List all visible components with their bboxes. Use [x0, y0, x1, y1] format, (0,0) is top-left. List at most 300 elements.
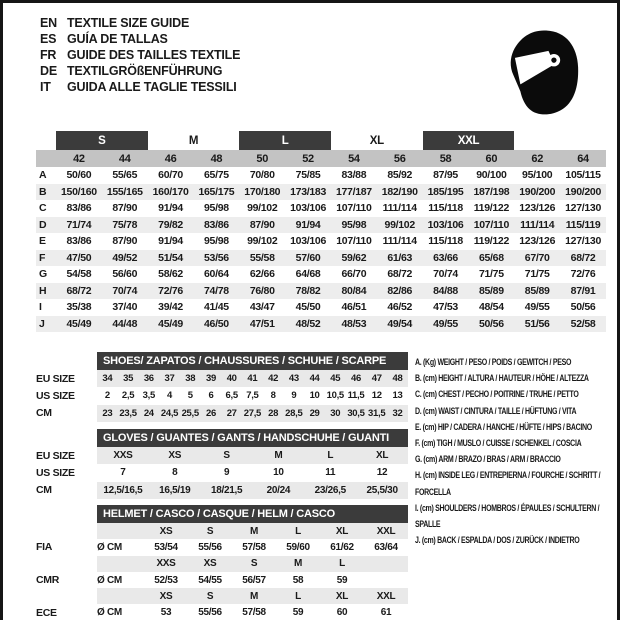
size-number-cell: 52: [285, 150, 331, 167]
measurement-value: 99/102: [247, 235, 278, 248]
shoes-size-value: 7,5: [246, 390, 259, 402]
measurement-value: 91/94: [295, 218, 321, 231]
measurement-value: 60/64: [204, 268, 229, 281]
helmet-size-label: M: [232, 523, 276, 539]
helmet-sizes-row: [36, 588, 408, 604]
row-letter: B: [39, 185, 47, 198]
size-group-cell: [514, 131, 560, 150]
measurement-value: 50/56: [570, 301, 596, 314]
helmet-size-label: [364, 556, 408, 572]
size-number-cell: 42: [56, 150, 102, 167]
measurement-value: 85/89: [524, 284, 550, 297]
helmet-size-label: XL: [320, 588, 364, 604]
measurement-value: 72/76: [158, 284, 183, 297]
size-number-cell: 46: [148, 150, 194, 167]
legend-item: D. (cm) WAIST / CINTURA / TAILLE / HÜFTUNG / VITA: [415, 405, 577, 416]
helmet-unit-label: Ø CM: [97, 541, 122, 553]
gloves-row-label: EU SIZE: [36, 449, 75, 462]
size-group-cell: L: [239, 131, 331, 150]
gloves-row-label: US SIZE: [36, 466, 75, 479]
shoes-row-label: US SIZE: [36, 389, 75, 402]
measurement-value: 49/52: [112, 251, 138, 264]
shoes-size-value: 42: [263, 370, 284, 387]
helmet-size-value: [364, 572, 408, 588]
measurement-value: 190/200: [565, 185, 601, 198]
measurement-value: 115/119: [565, 218, 601, 231]
helmet-size-table: [36, 505, 408, 620]
shoes-size-value: 5: [187, 390, 193, 402]
language-row: [40, 31, 240, 47]
measurement-value: 46/50: [204, 317, 229, 330]
measurement-value: 83/86: [66, 235, 92, 248]
helmet-title-bar: HELMET / CASCO / CASQUE / HELM / CASCO: [97, 505, 408, 523]
helmet-size-value: 59/60: [286, 541, 310, 553]
helmet-size-value: 61: [380, 607, 392, 619]
gloves-size-value: 18/21,5: [201, 482, 253, 499]
language-title: TEXTILE SIZE GUIDE: [67, 16, 190, 30]
shoes-size-value: 23,5: [118, 405, 139, 422]
shoes-size-value: 41: [242, 370, 263, 387]
shoes-size-value: 4: [167, 390, 172, 402]
helmet-size-label: S: [232, 556, 276, 572]
measurement-value: 45/50: [295, 301, 321, 314]
shoes-size-value: 25,5: [180, 405, 201, 422]
measurement-value: 51/54: [158, 251, 183, 264]
measurement-value: 95/98: [341, 218, 367, 231]
shoes-header-row: [36, 352, 408, 370]
shoes-size-value: 24,5: [159, 405, 180, 422]
measurement-value: 50/60: [66, 169, 92, 182]
measurement-value: 107/110: [473, 218, 509, 231]
measurement-value: 65/75: [204, 169, 229, 182]
row-letter: H: [39, 284, 47, 297]
language-code: FR: [40, 48, 57, 62]
spacer-cell: [97, 556, 144, 572]
shoes-size-value: 45: [325, 370, 346, 387]
measurement-value: 90/100: [476, 169, 507, 182]
measurement-value: 127/130: [565, 202, 601, 215]
shoes-size-value: 27,5: [242, 405, 263, 422]
gloves-row: [36, 447, 408, 464]
measurement-value: 44/48: [112, 317, 138, 330]
legend-item: A. (Kg) WEIGHT / PESO / POIDS / GEWITCH / PESO: [415, 357, 572, 367]
helmet-unit-label: Ø CM: [97, 574, 122, 586]
size-number-cell: 50: [239, 150, 285, 167]
helmet-size-value: 60: [336, 607, 348, 619]
shoes-size-value: 9: [291, 390, 297, 402]
shoes-size-value: 2: [104, 390, 110, 402]
measurement-value: 83/88: [341, 169, 367, 182]
measurement-row: [36, 167, 606, 184]
measurement-value: 52/58: [570, 317, 596, 330]
shoes-size-value: 3,5: [142, 390, 155, 402]
language-code: IT: [40, 80, 51, 94]
measurement-row: [36, 250, 606, 267]
measurement-value: 107/110: [336, 202, 372, 215]
measurement-value: 84/88: [433, 284, 458, 297]
measurement-value: 82/86: [387, 284, 413, 297]
helmet-unit-label: Ø CM: [97, 607, 122, 619]
row-letter: G: [39, 268, 47, 281]
legend-item: H. (cm) INSIDE LEG / ENTREPIERNA / FOURCHE / SCHRITT / FORCELLA: [415, 470, 601, 497]
shoes-size-value: 39: [201, 370, 222, 387]
language-code: ES: [40, 32, 57, 46]
shoes-size-value: 31,5: [366, 405, 387, 422]
measurement-value: 95/98: [204, 235, 229, 248]
measurement-value: 71/75: [478, 268, 504, 281]
shoes-size-value: 46: [346, 370, 367, 387]
measurement-value: 91/94: [158, 202, 183, 215]
gloves-size-table: [36, 429, 408, 499]
gloves-size-value: 23/26,5: [304, 482, 356, 499]
gloves-size-value: M: [252, 447, 304, 464]
measurement-value: 50/56: [478, 317, 504, 330]
measurement-value: 70/74: [433, 268, 458, 281]
measurement-value: 45/49: [66, 317, 92, 330]
measurement-value: 182/190: [381, 185, 418, 198]
size-number-cell: 58: [423, 150, 469, 167]
shoes-size-value: 10,5: [326, 390, 344, 402]
gloves-size-value: 10: [273, 467, 284, 479]
helmet-size-label: XXL: [364, 523, 408, 539]
measurement-rows: [36, 167, 606, 332]
measurement-value: 68/72: [66, 284, 92, 297]
helmet-size-value: 57/58: [242, 607, 266, 619]
shoes-size-value: 43: [283, 370, 304, 387]
shoes-size-value: 47: [366, 370, 387, 387]
measurement-value: 85/89: [478, 284, 504, 297]
measurement-value: 57/60: [295, 251, 321, 264]
measurement-value: 119/122: [473, 235, 509, 248]
measurement-value: 83/86: [66, 202, 92, 215]
helmet-size-value: 57/58: [242, 541, 266, 553]
measurement-value: 59/62: [341, 251, 367, 264]
shoes-size-value: 35: [118, 370, 139, 387]
language-row: [40, 63, 240, 79]
measurement-value: 95/98: [204, 202, 229, 215]
measurement-value: 190/200: [519, 185, 556, 198]
measurement-value: 78/82: [295, 284, 321, 297]
spacer-cell: [97, 588, 144, 604]
measurement-value: 68/72: [570, 251, 596, 264]
row-letter: D: [39, 218, 47, 231]
measurement-value: 46/51: [341, 301, 367, 314]
measurement-value: 76/80: [249, 284, 275, 297]
measurement-value: 58/62: [158, 268, 183, 281]
measurement-row: [36, 299, 606, 316]
measurement-value: 48/54: [478, 301, 504, 314]
language-row: [40, 79, 240, 95]
shoes-size-value: 6,5: [225, 390, 238, 402]
measurement-value: 43/47: [249, 301, 275, 314]
spacer-cell: [97, 523, 144, 539]
legend-item: J. (cm) BACK / ESPALDA / DOS / ZURÜCK / INDIETRO: [415, 535, 580, 546]
measurement-value: 115/118: [428, 202, 463, 215]
size-group-cell: M: [188, 134, 199, 147]
measurement-value: 185/195: [427, 185, 464, 198]
measurement-value: 111/114: [382, 235, 417, 248]
shoes-row: [36, 405, 408, 422]
legend-item: F. (cm) TIGH / MUSLO / CUISSE / SCHENKEL / COSCIA: [415, 438, 582, 449]
measurement-value: 177/187: [335, 185, 372, 198]
shoes-size-value: 38: [180, 370, 201, 387]
row-letter: I: [39, 301, 42, 314]
gloves-row-label: CM: [36, 484, 52, 497]
shoes-size-value: 40: [221, 370, 242, 387]
measurement-value: 49/55: [524, 301, 550, 314]
measurement-value: 47/53: [433, 301, 458, 314]
helmet-size-value: 59: [292, 607, 304, 619]
measurement-value: 79/82: [158, 218, 183, 231]
row-letter: A: [39, 169, 47, 182]
shoes-size-value: 28: [263, 405, 284, 422]
measurement-row: [36, 184, 606, 201]
language-row: [40, 47, 240, 63]
measurement-value: 48/53: [341, 317, 367, 330]
gloves-size-value: 20/24: [252, 482, 304, 499]
measurement-value: 99/102: [247, 202, 278, 215]
language-title-list: [40, 15, 240, 95]
measurement-value: 87/91: [570, 284, 596, 297]
helmet-header-row: [36, 505, 408, 523]
helmet-size-label: L: [276, 588, 320, 604]
measurement-value: 47/51: [249, 317, 275, 330]
measurement-value: 70/80: [249, 169, 275, 182]
measurement-value: 75/78: [112, 218, 138, 231]
shoes-size-value: 10: [309, 390, 320, 402]
shoes-size-value: 29: [304, 405, 325, 422]
measurement-value: 47/50: [66, 251, 92, 264]
measurement-row: [36, 316, 606, 333]
spacer-cell: [36, 352, 97, 370]
measurement-value: 165/175: [198, 185, 235, 198]
measurement-value: 170/180: [244, 185, 281, 198]
textile-size-table: [36, 131, 606, 332]
size-number-cell: 56: [377, 150, 423, 167]
size-number-cell: 64: [560, 150, 606, 167]
size-number-cell: 48: [193, 150, 239, 167]
shoes-row-label: EU SIZE: [36, 372, 75, 385]
measurement-value: 55/65: [112, 169, 138, 182]
measurement-value: 111/114: [382, 202, 417, 215]
helmet-size-value: 61/62: [330, 541, 354, 553]
shoes-size-value: 37: [159, 370, 180, 387]
helmet-size-value: 56/57: [242, 574, 266, 586]
helmet-icon-svg: [504, 28, 582, 122]
measurement-value: 74/78: [204, 284, 229, 297]
measurement-row: [36, 283, 606, 300]
language-row: [40, 15, 240, 31]
helmet-size-value: 55/56: [198, 541, 222, 553]
helmet-size-value: 58: [292, 574, 304, 586]
helmet-size-value: 53: [160, 607, 172, 619]
gloves-size-value: XXS: [97, 447, 149, 464]
measurement-value: 111/114: [520, 218, 555, 231]
gloves-size-value: 25,5/30: [356, 482, 408, 499]
measurement-value: 61/63: [387, 251, 413, 264]
size-number-cell: 44: [102, 150, 148, 167]
spacer-cell: [36, 429, 97, 447]
row-letter: C: [39, 202, 47, 215]
measurement-value: 103/106: [290, 235, 326, 248]
legend-item: E. (cm) HIP / CADERA / HANCHE / HÜFTE / HIPS / BACINO: [415, 421, 592, 432]
helmet-size-label: S: [188, 588, 232, 604]
measurement-value: 56/60: [112, 268, 138, 281]
shoes-size-value: 30,5: [346, 405, 367, 422]
measurement-value: 115/118: [428, 235, 463, 248]
language-title: GUIDA ALLE TAGLIE TESSILI: [67, 80, 237, 94]
helmet-size-value: 54/55: [198, 574, 222, 586]
measurement-value: 55/58: [249, 251, 275, 264]
measurement-value: 71/74: [66, 218, 92, 231]
gloves-row: [36, 464, 408, 481]
helmet-size-value: 63/64: [374, 541, 398, 553]
measurement-value: 70/74: [112, 284, 138, 297]
language-title: GUIDE DES TAILLES TEXTILE: [67, 48, 241, 62]
shoes-size-value: 48: [387, 370, 408, 387]
helmet-size-label: M: [276, 556, 320, 572]
measurement-value: 83/86: [204, 218, 229, 231]
measurement-value: 99/102: [384, 218, 415, 231]
row-letter: J: [39, 317, 45, 330]
measurement-value: 75/85: [295, 169, 321, 182]
corner-cell: [36, 150, 56, 167]
shoes-row: [36, 387, 408, 404]
measurement-value: 66/70: [341, 268, 367, 281]
gloves-size-value: 12,5/16,5: [97, 482, 149, 499]
helmet-standard-label: FIA: [36, 541, 53, 554]
measurement-row: [36, 266, 606, 283]
measurement-value: 63/66: [433, 251, 458, 264]
legend-item: I. (cm) SHOULDERS / HOMBROS / ÉPAULES / SCHULTERN / SPALLE: [415, 502, 600, 530]
measurement-value: 53/56: [204, 251, 229, 264]
legend-item: C. (cm) CHEST / PECHO / POITRINE / TRUHE / PETTO: [415, 389, 579, 400]
shoes-row-label: CM: [36, 407, 52, 420]
spacer-cell: [36, 556, 97, 572]
helmet-standard-label: ECE: [36, 606, 57, 619]
measurement-value: 46/52: [387, 301, 413, 314]
measurement-value: 41/45: [204, 301, 229, 314]
shoes-size-table: [36, 352, 408, 422]
helmet-size-label: L: [320, 556, 364, 572]
shoes-size-value: 30: [325, 405, 346, 422]
language-title: GUÍA DE TALLAS: [67, 32, 168, 46]
spacer-cell: [36, 588, 97, 604]
shoes-size-value: 26: [201, 405, 222, 422]
measurement-row: [36, 200, 606, 217]
measurement-value: 160/170: [152, 185, 189, 198]
helmet-icon: [504, 28, 582, 122]
shoes-size-value: 27: [221, 405, 242, 422]
measurement-value: 87/95: [433, 169, 458, 182]
spacer-cell: [36, 523, 97, 539]
helmet-size-label: XS: [144, 523, 188, 539]
shoes-size-value: 32: [387, 405, 408, 422]
gloves-header-row: [36, 429, 408, 447]
size-number-row: [36, 150, 606, 167]
legend-item: G. (cm) ARM / BRAZO / BRAS / ARM / BRACCIO: [415, 454, 561, 465]
language-code: DE: [40, 64, 57, 78]
helmet-size-label: XXS: [144, 556, 188, 572]
measurement-value: 48/52: [295, 317, 321, 330]
measurement-value: 51/56: [524, 317, 550, 330]
measurement-value: 119/122: [473, 202, 509, 215]
measurement-value: 68/72: [387, 268, 413, 281]
shoes-size-value: 12: [371, 390, 382, 402]
measurement-value: 65/68: [478, 251, 504, 264]
language-code: EN: [40, 16, 57, 30]
measurement-value: 103/106: [427, 218, 464, 231]
helmet-sizes-row: [36, 523, 408, 539]
shoes-size-value: 23: [97, 405, 118, 422]
helmet-size-label: XS: [188, 556, 232, 572]
measurement-value: 85/92: [387, 169, 413, 182]
shoes-size-value: 28,5: [283, 405, 304, 422]
shoes-size-value: 6: [208, 390, 214, 402]
shoes-title-bar: SHOES/ ZAPATOS / CHAUSSURES / SCHUHE / SCARPE: [97, 352, 408, 370]
gloves-size-value: 11: [325, 467, 336, 479]
row-letter: E: [39, 235, 46, 248]
shoes-size-value: 11,5: [347, 390, 365, 402]
gloves-size-value: 16,5/19: [149, 482, 201, 499]
measurement-value: 127/130: [565, 235, 601, 248]
helmet-size-value: 55/56: [198, 607, 222, 619]
size-group-cell: [36, 131, 56, 150]
size-group-cell: XL: [369, 134, 384, 147]
measurement-value: 80/84: [341, 284, 367, 297]
measurement-value: 150/160: [60, 185, 97, 198]
measurement-row: [36, 233, 606, 250]
measurement-legend: [415, 354, 612, 548]
gloves-row: [36, 482, 408, 499]
measurement-value: 87/90: [112, 202, 138, 215]
measurement-value: 107/110: [336, 235, 372, 248]
measurement-value: 72/76: [570, 268, 596, 281]
size-group-cell: S: [56, 131, 148, 150]
gloves-size-value: 8: [172, 467, 178, 479]
measurement-value: 39/42: [158, 301, 183, 314]
helmet-sizes-row: [36, 556, 408, 572]
helmet-standard-row: [36, 539, 408, 555]
measurement-value: 87/90: [249, 218, 275, 231]
gloves-size-value: XL: [356, 447, 408, 464]
measurement-value: 62/66: [249, 268, 275, 281]
shoes-size-value: 34: [97, 370, 118, 387]
gloves-size-value: 9: [223, 467, 230, 479]
helmet-size-label: M: [232, 588, 276, 604]
measurement-value: 45/49: [158, 317, 183, 330]
helmet-standard-row: [36, 604, 408, 620]
measurement-value: 49/55: [433, 317, 458, 330]
measurement-value: 54/58: [66, 268, 92, 281]
measurement-value: 71/75: [524, 268, 550, 281]
measurement-value: 87/90: [112, 235, 138, 248]
size-group-cell: XXL: [423, 131, 515, 150]
measurement-value: 91/94: [158, 235, 183, 248]
helmet-size-label: XS: [144, 588, 188, 604]
measurement-value: 35/38: [66, 301, 92, 314]
language-title: TEXTILGRÖßENFÜHRUNG: [67, 64, 223, 78]
shoes-row: [36, 370, 408, 387]
helmet-size-label: XL: [320, 523, 364, 539]
gloves-size-value: XS: [149, 447, 201, 464]
gloves-size-value: 7: [120, 467, 126, 479]
measurement-value: 60/70: [158, 169, 183, 182]
size-number-cell: 54: [331, 150, 377, 167]
size-number-cell: 62: [514, 150, 560, 167]
shoes-size-value: 2,5: [121, 390, 135, 402]
measurement-value: 123/126: [519, 235, 556, 248]
